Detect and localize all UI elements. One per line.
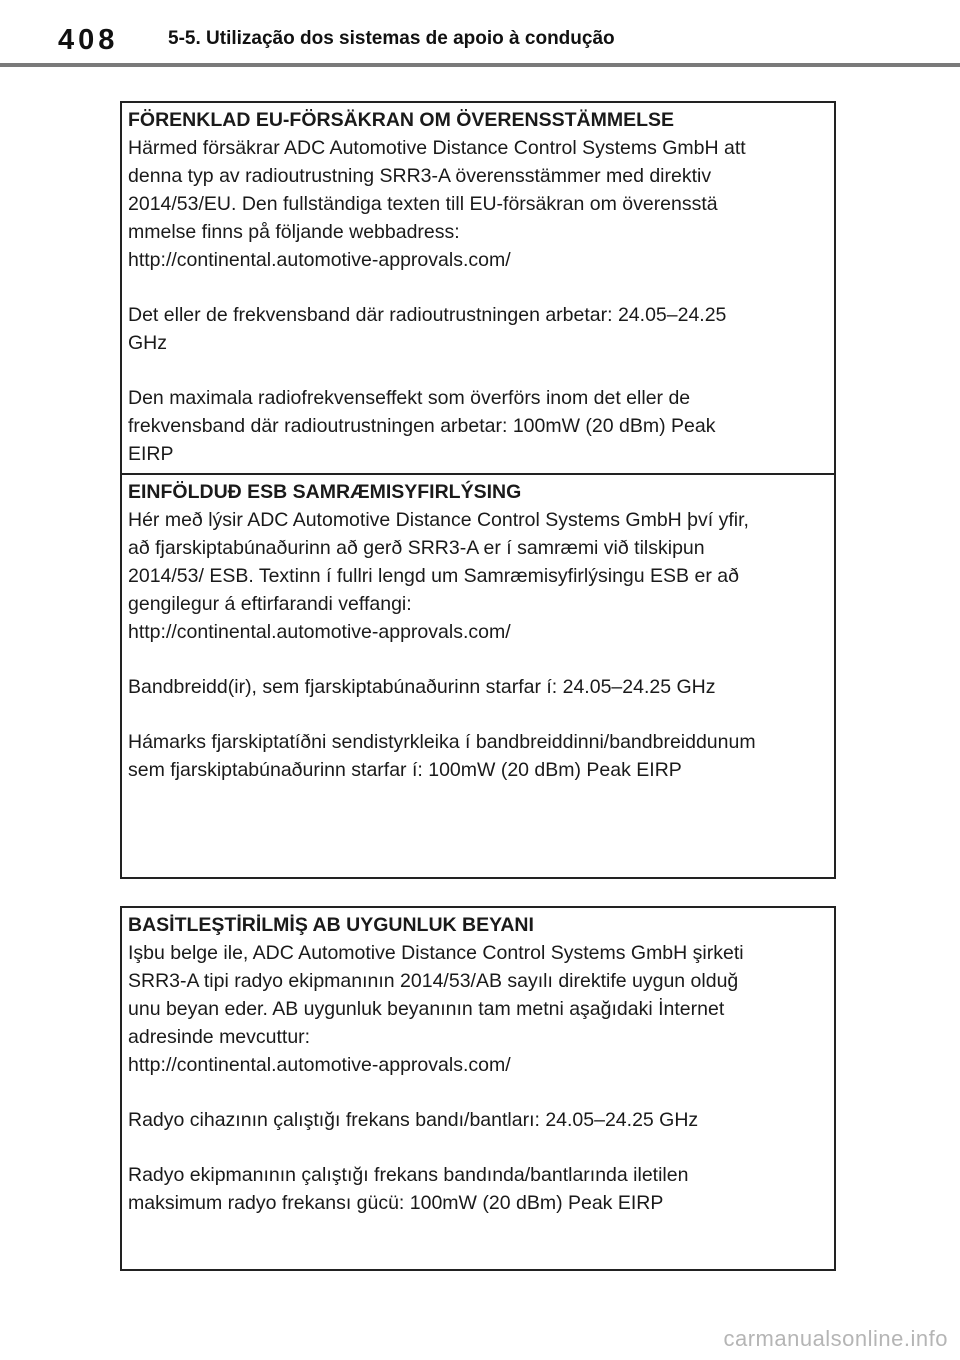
icelandic-declaration-text: Hér með lýsir ADC Automotive Distance Control Systems GmbH því yfir, að fjarskiptabúnaðurinn að gerð SRR3-A er í samræmi við tilskipun 2014/53/ ESB. Textinn í fullri lengd um Samræmisyfirlýsingu ESB er að gengilegur á eftirfarandi veffangi: http://continental.automotive-approvals.com/ (128, 509, 749, 643)
swedish-title: FÖRENKLAD EU-FÖRSÄKRAN OM ÖVERENSSTÄMMELSE (128, 109, 675, 131)
eu-declarations-box (120, 101, 836, 879)
turkish-power-text: Radyo ekipmanının çalıştığı frekans bandında/bantlarında iletilen maksimum radyo frekansı gücü: 100mW (20 dBm) Peak EIRP (128, 1164, 689, 1214)
watermark: carmanualsonline.info (723, 1326, 948, 1351)
turkish-declaration (122, 908, 834, 1217)
section-title: 5-5. Utilização dos sistemas de apoio à condução (168, 28, 615, 49)
page-number: 408 (58, 24, 119, 56)
page-header (0, 0, 960, 66)
icelandic-title: EINFÖLDUÐ ESB SAMRÆMISYFIRLÝSING (128, 481, 522, 503)
swedish-declaration (122, 103, 834, 473)
turkish-declaration-text: Işbu belge ile, ADC Automotive Distance Control Systems GmbH şirketi SRR3-A tipi radyo ekipmanının 2014/53/AB sayılı direktife uygun olduğ unu beyan eder. AB uygunluk beyanının tam metni aşağıdaki İnternet adresinde mevcuttur: http://continental.automotive-approvals.com/ (128, 942, 744, 1076)
turkish-frequency-text: Radyo cihazının çalıştığı frekans bandı/bantları: 24.05–24.25 GHz (128, 1109, 699, 1131)
turkish-title: BASİTLEŞTİRİLMİŞ AB UYGUNLUK BEYANI (128, 914, 534, 936)
turkish-declaration-box (120, 906, 836, 1271)
swedish-frequency-text: Det eller de frekvensband där radioutrustningen arbetar: 24.05–24.25 GHz (128, 304, 727, 354)
swedish-power-text: Den maximala radiofrekvenseffekt som överförs inom det eller de frekvensband där radioutrustningen arbetar: 100mW (20 dBm) Peak EIRP (128, 387, 716, 465)
icelandic-power-text: Hámarks fjarskiptatíðni sendistyrkleika í bandbreiddinni/bandbreiddunum sem fjarskiptabúnaðurinn starfar í: 100mW (20 dBm) Peak EIRP (128, 731, 756, 781)
header-rule (0, 63, 960, 67)
icelandic-frequency-text: Bandbreidd(ir), sem fjarskiptabúnaðurinn starfar í: 24.05–24.25 GHz (128, 676, 716, 698)
icelandic-declaration (122, 473, 834, 875)
swedish-declaration-text: Härmed försäkrar ADC Automotive Distance Control Systems GmbH att denna typ av radioutrustning SRR3-A överensstämmer med direktiv 2014/53/EU. Den fullständiga texten till EU-försäkran om överensstä mmelse finns på följande webbadress: http://continental.automotive-approvals.com/ (128, 137, 746, 271)
